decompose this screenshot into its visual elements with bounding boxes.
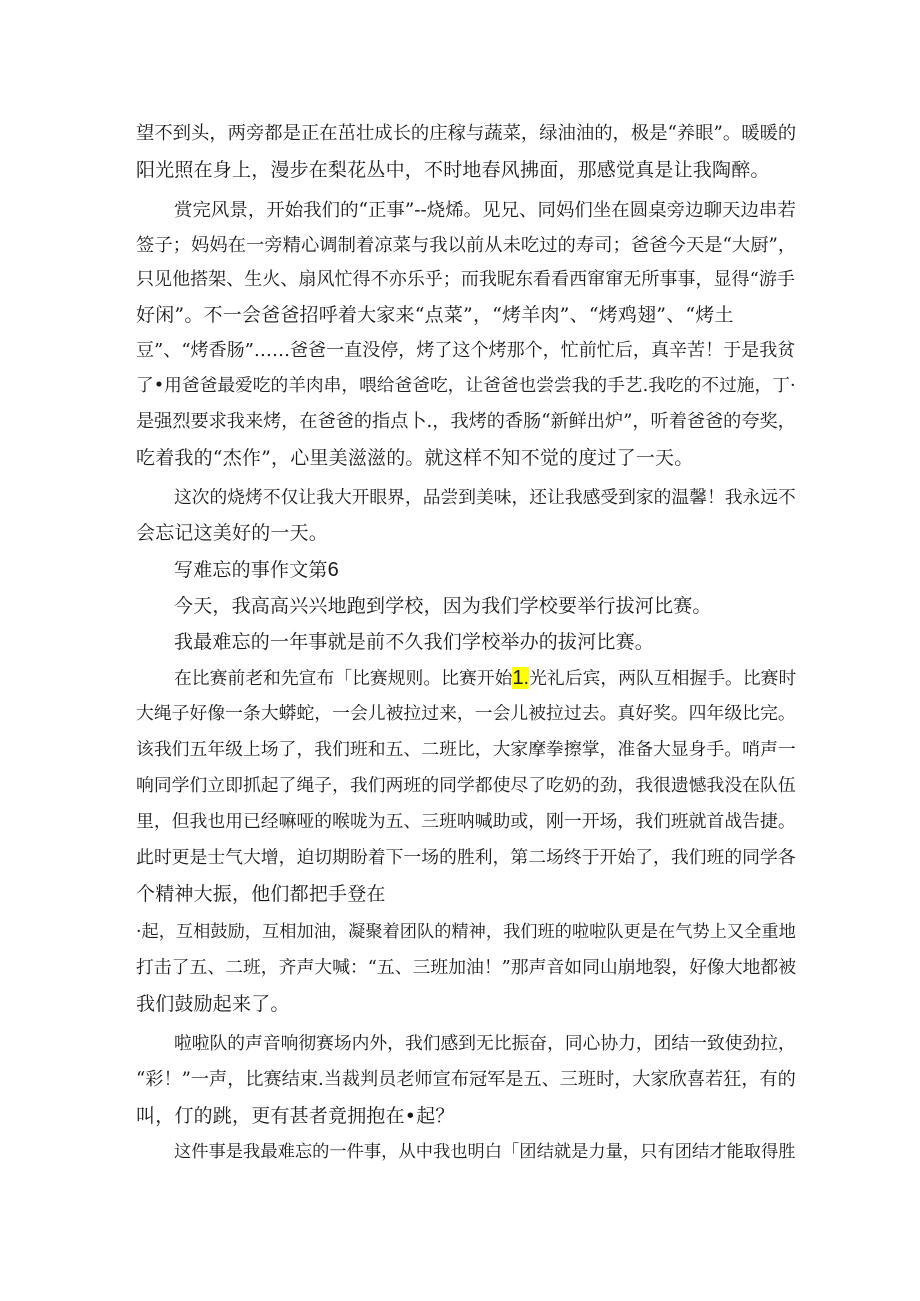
heading-number: 6 (327, 559, 339, 581)
paragraph-start-line: 这件事是我最难忘的一件事，从中我也明白「团结就是力量，只有团结才能取得胜 (174, 1142, 796, 1162)
text-line: 豆”、“烤香肠”……爸爸一直没停，烤了这个烤那个，忙前忙后，真辛苦！于是我贫 (136, 340, 796, 361)
paragraph-start-line: 这次的烧烤不仅让我大开眼界，品尝到美味，还让我感受到家的温馨！我永远不 (174, 488, 796, 508)
text-line: 大绳子好像一条大蟒蛇，一会儿被拉过来，一会儿被拉过去。真好奖。四年级比完。 (136, 703, 796, 724)
paragraph-start-line (174, 666, 796, 691)
paragraph-start-line: 我最难忘的一年事就是前不久我们学校举办的拔河比赛。 (174, 631, 655, 653)
text-line: 叫，仃的跳，更有甚者竟拥抱在•起？ (136, 1105, 455, 1127)
text-segment: 在比赛前老和先宣布「比赛规则。比赛开始 (174, 668, 513, 689)
text-line: 吃着我的“杰作”，心里美滋滋的。就这样不知不觉的度过了一天。 (136, 447, 694, 469)
text-line: 该我们五年级上场了，我们班和五、二班比，大家摩拳擦掌，准备大显身手。哨声一 (136, 739, 796, 760)
text-line: 了•用爸爸最爱吃的羊肉串，喂给爸爸吃，让爸爸也尝尝我的手艺.我吃的不过施，丁· (136, 376, 796, 396)
text-line: 签子；妈妈在一旁精心调制着凉菜与我以前从未吃过的寿司；爸爸今天是“大厨”， (136, 235, 796, 256)
text-line: 望不到头，两旁都是正在茁壮成长的庄稼与蔬菜，绿油油的，极是“养眼”。暖暖的 (136, 123, 796, 144)
highlighted-number: 1. (512, 667, 530, 689)
text-line: 个精神大振，他们都把手登在 (136, 883, 386, 905)
text-line: 我们鼓励起来了。 (136, 993, 290, 1015)
text-line: 只见他搭架、生火、扇风忙得不亦乐乎；而我昵东看看西窜窜无所事事，显得“游手 (136, 269, 795, 290)
text-line: 打击了五、二班，齐声大喊：“五、三班加油！”那声音如同山崩地裂，好像大地都被 (136, 957, 796, 978)
text-line: 里，但我也用已经嘛哑的喉咙为五、三班呐喊助或，刚一开场，我们班就首战告捷。 (136, 811, 796, 832)
text-line: 此时更是士气大增，迫切期盼着下一场的胜利，第二场终于开始了，我们班的同学各 (136, 847, 796, 868)
text-line: 好闲”。不一会爸爸招呼着大家来“点菜”，“烤羊肉”、“烤鸡翅”、“烤土 (136, 304, 734, 326)
text-line: “彩！”一声，比赛结束.当裁判员老师宣布冠军是五、三班时，大家欣喜若狂，有的 (136, 1069, 796, 1090)
text-segment: 光礼后宾，两队互相握手。比赛时 (529, 668, 796, 689)
paragraph-start-line: 赏完风景，开始我们的“正事”--烧烯。见兄、同妈们坐在圆桌旁边聊天边串若 (174, 200, 796, 221)
text-line: 阳光照在身上，漫步在梨花丛中，不时地春风拂面，那感觉真是让我陶醉。 (136, 159, 770, 181)
text-line: 会忘记这美好的一天。 (136, 522, 329, 544)
text-line: ·起，互相鼓励，互相加油，凝聚着团队的精神，我们班的啦啦队更是在气势上又全重地 (136, 922, 796, 942)
paragraph-start-line: 啦啦队的声音响彻赛场内外，我们感到无比振奋，同心协力，团结一致使劲拉， (174, 1034, 796, 1054)
heading-text: 写难忘的事作文第 (174, 559, 328, 581)
section-heading (174, 558, 834, 582)
paragraph-start-line: 今天，我高高兴兴地跑到学校，因为我们学校要举行拔河比赛。 (174, 595, 712, 617)
text-line: 是强烈要求我来烤，在爸爸的指点卜.，我烤的香肠“新鲜出炉”，听着爸爸的夸奖， (136, 411, 796, 432)
text-line: 响同学们立即抓起了绳子，我们两班的同学都使尽了吃奶的劲，我很遗憾我没在队伍 (136, 775, 796, 796)
